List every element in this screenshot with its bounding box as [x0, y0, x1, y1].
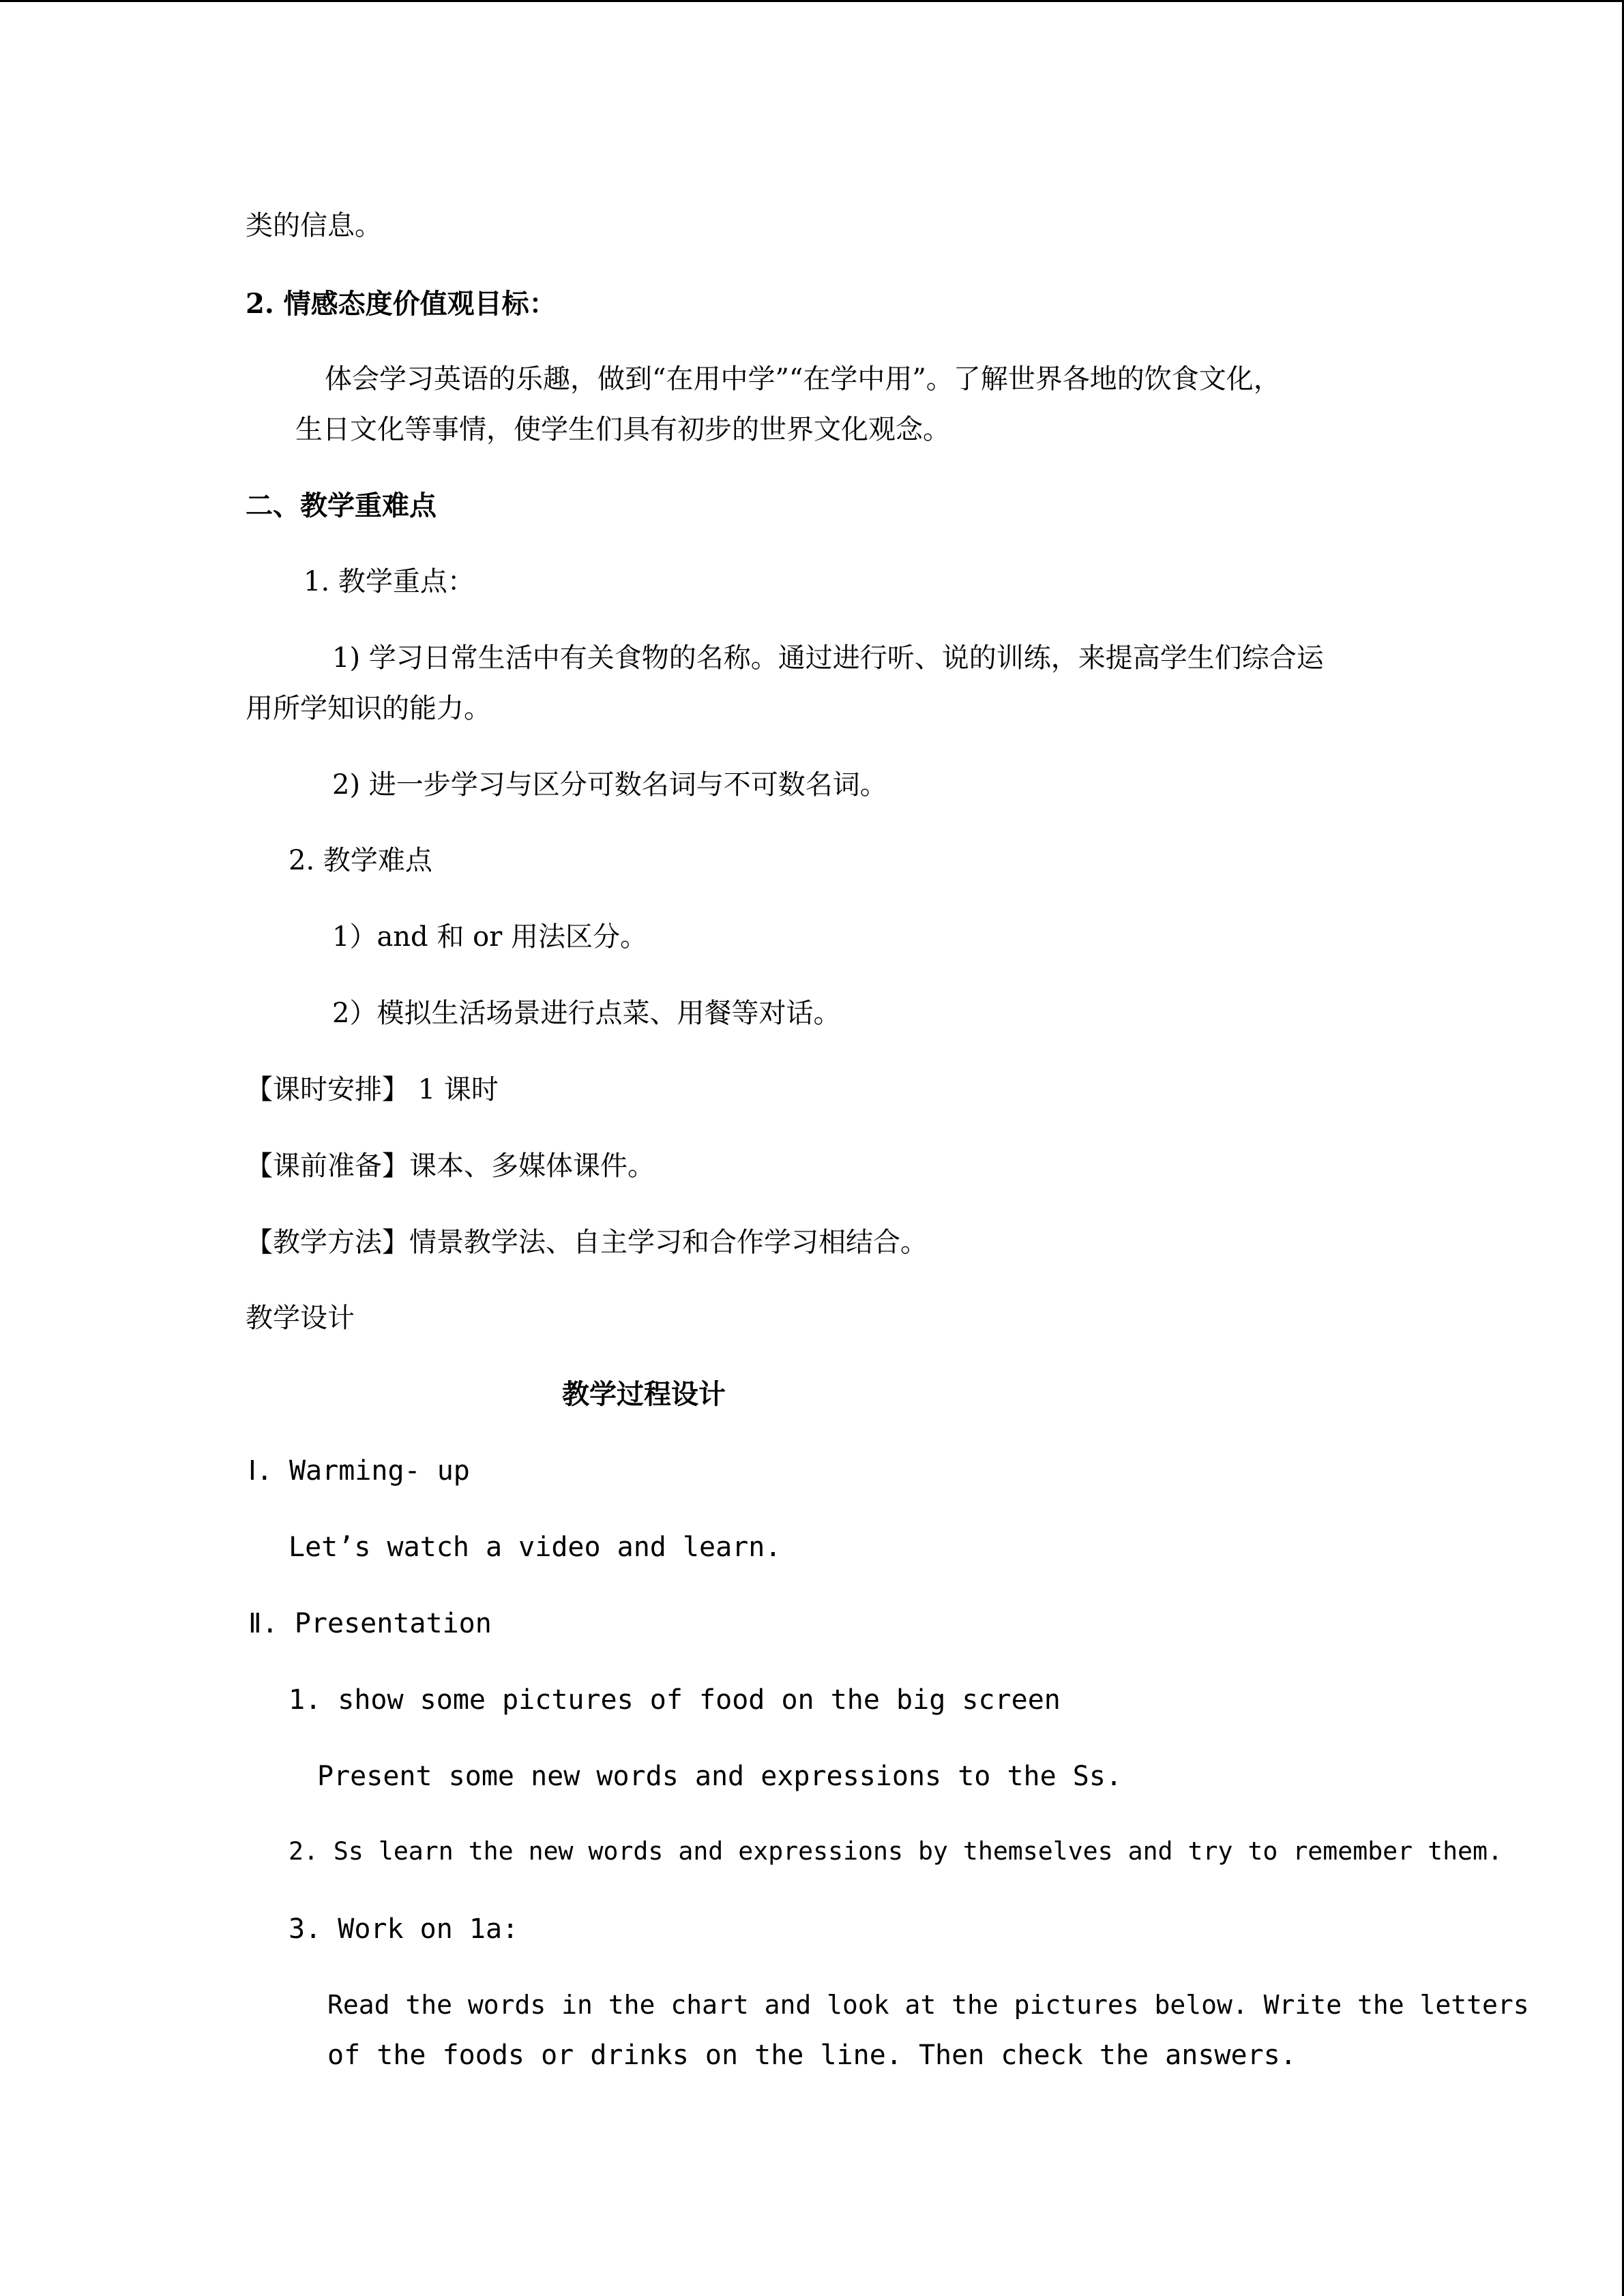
- heading-affective-goals: 2. 情感态度价值观目标：: [246, 288, 557, 320]
- section-title-process-design: 教学过程设计: [562, 1378, 726, 1410]
- presentation-step-1: 1. show some pictures of food on the big screen: [289, 1684, 1061, 1716]
- work-1a-instruction-line2: of the foods or drinks on the line. Then check the answers.: [327, 2040, 1297, 2071]
- difficult-point-1: 1）and 和 or 用法区分。: [332, 921, 648, 953]
- presentation-step-1-detail: Present some new words and expressions to the Ss.: [317, 1761, 1123, 1792]
- teaching-method: 【教学方法】情景教学法、自主学习和合作学习相结合。: [246, 1227, 928, 1258]
- heading-key-difficult-points: 二、教学重难点: [246, 490, 437, 522]
- subheading-key-points: 1. 教学重点：: [304, 566, 475, 597]
- class-preparation: 【课前准备】课本、多媒体课件。: [246, 1150, 655, 1182]
- step-warming-up: Ⅰ. Warming- up: [248, 1455, 470, 1487]
- key-point-1-line2: 用所学知识的能力。: [246, 693, 491, 724]
- teaching-design-label: 教学设计: [246, 1302, 355, 1334]
- paragraph-affective-line1: 体会学习英语的乐趣，做到“在用中学”“在学中用”。了解世界各地的饮食文化，: [325, 363, 1281, 395]
- presentation-step-2: 2. Ss learn the new words and expressions by themselves and try to remember them.: [289, 1836, 1503, 1866]
- paragraph-affective-line2: 生日文化等事情，使学生们具有初步的世界文化观念。: [295, 414, 950, 445]
- difficult-point-2: 2）模拟生活场景进行点菜、用餐等对话。: [332, 998, 841, 1029]
- key-point-2: 2) 进一步学习与区分可数名词与不可数名词。: [332, 769, 887, 801]
- work-1a-instruction-line1: Read the words in the chart and look at the pictures below. Write the letters: [327, 1990, 1529, 2020]
- text-line-info-end: 类的信息。: [246, 210, 382, 241]
- class-schedule: 【课时安排】 1 课时: [246, 1074, 499, 1105]
- key-point-1-line1: 1) 学习日常生活中有关食物的名称。通过进行听、说的训练，来提高学生们综合运: [332, 642, 1324, 674]
- step-presentation: Ⅱ. Presentation: [248, 1608, 492, 1639]
- presentation-step-3: 3. Work on 1a:: [289, 1913, 519, 1945]
- warming-up-instruction: Let’s watch a video and learn.: [289, 1532, 782, 1563]
- subheading-difficult-points: 2. 教学难点: [289, 845, 432, 876]
- page-top-border: [0, 0, 1624, 2]
